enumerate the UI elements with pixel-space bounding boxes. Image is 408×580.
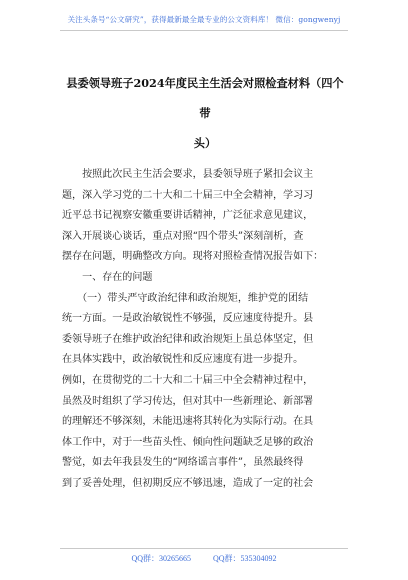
body-line: 摆存在问题，明确整改方向。现将对照检查情况报告如下： (62, 251, 324, 263)
body-line: （一）带头严守政治纪律和政治规矩，维护党的团结 (62, 292, 309, 304)
body-line: 深入开展谈心谈话，重点对照“四个带头”深刻剖析，查 (62, 230, 304, 242)
footer-qq-group-1: QQ群：30265665 (131, 554, 191, 563)
body-line: 近平总书记视察安徽重要讲话精神，广泛征求意见建议， (62, 210, 314, 222)
section-heading: 一、存在的问题 (62, 271, 153, 283)
document-body (62, 165, 348, 495)
footer (0, 553, 408, 564)
body-line: 题，深入学习党的二十大和二十届三中全会精神，学习习 (62, 189, 314, 201)
body-line: 委领导班子在维护政治纪律和政治规矩上虽总体坚定，但 (62, 333, 314, 345)
header-divider (60, 30, 348, 31)
body-line: 到了妥善处理，但初期反应不够迅速，造成了一定的社会 (62, 477, 314, 489)
footer-divider (60, 548, 348, 549)
body-line: 体工作中，对于一些苗头性、倾向性问题缺乏足够的政治 (62, 436, 314, 448)
title-line: 头） (193, 136, 217, 150)
body-line: 的理解还不够深刻，未能迅速将其转化为实际行动。在具 (62, 416, 314, 428)
document-title (62, 68, 348, 158)
body-line: 在具体实践中，政治敏锐性和反应速度有进一步提升。 (62, 354, 304, 366)
body-line: 警觉，如去年我县发生的“网络谣言事件”，虽然最终得 (62, 457, 304, 469)
body-line: 按照此次民主生活会要求，县委领导班子紧扣会议主 (62, 169, 314, 180)
header-banner: 关注头条号“公文研究”，获得最新最全最专业的公文资料库！ 微信：gongwenyj (67, 15, 341, 24)
body-line: 统一方面。一是政治敏锐性不够强，反应速度待提升。县 (62, 313, 314, 325)
body-line: 虽然及时组织了学习传达，但对其中一些新理论、新部署 (62, 395, 314, 407)
footer-qq-group-2: QQ群：535304092 (213, 554, 277, 563)
title-line: 县委领导班子2024年度民主生活会对照检查材料（四个带 (66, 76, 344, 120)
body-line: 例如，在贯彻党的二十大和二十届三中全会精神过程中， (62, 374, 314, 386)
